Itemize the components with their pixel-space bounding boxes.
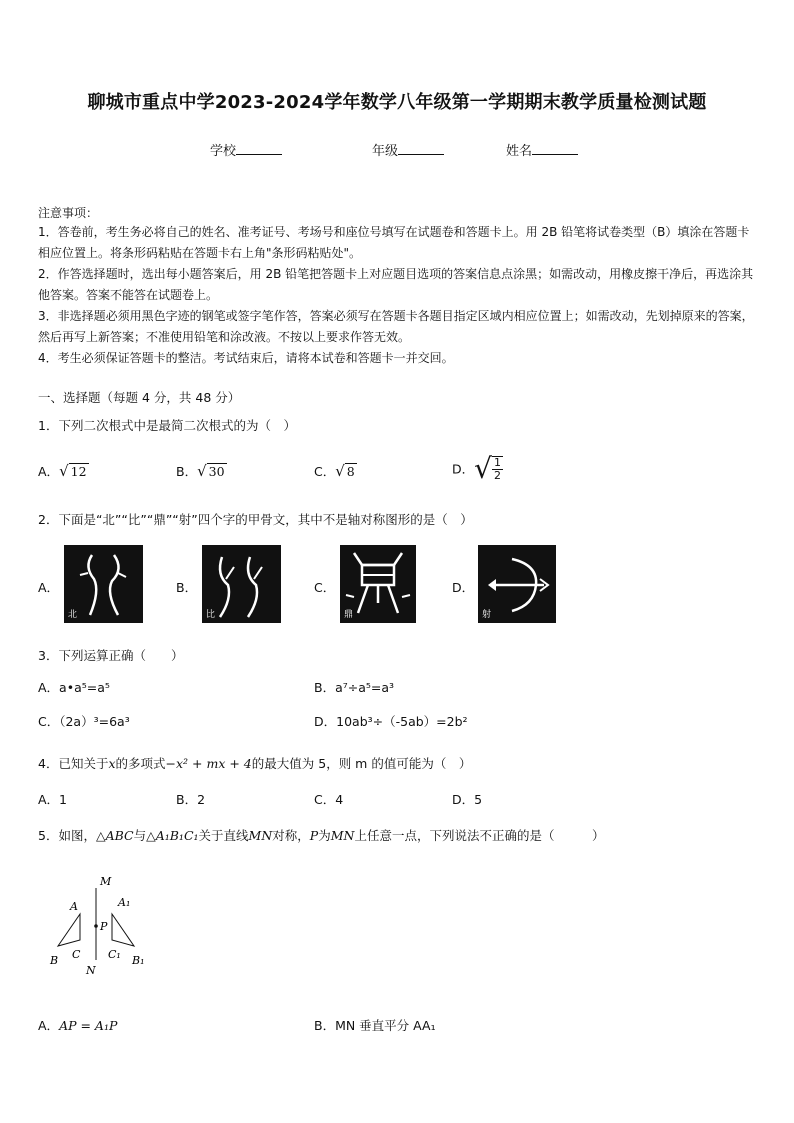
triangle-a1b1c1 xyxy=(112,914,134,946)
label-b: B xyxy=(50,954,59,967)
q5-a-label: A． xyxy=(38,1018,60,1033)
q1-stem: 1．下列二次根式中是最简二次根式的为（ ） xyxy=(38,418,296,433)
name-blank xyxy=(532,142,578,155)
q1-option-a: A．√ 12 xyxy=(38,462,87,480)
grade-blank xyxy=(398,142,444,155)
notice-item-4: 4．考生必须保证答题卡的整洁。考试结束后，请将本试卷和答题卡一并交回。 xyxy=(38,351,454,365)
q5-b-label: B． xyxy=(314,1018,336,1033)
q3-stem: 3．下列运算正确（ ） xyxy=(38,648,184,663)
notice-heading: 注意事项： xyxy=(38,206,99,220)
q1-b-label: B． xyxy=(176,464,198,479)
q5-stem-and: 与△ xyxy=(133,828,156,843)
label-a: A xyxy=(70,900,78,913)
notice-item-1: 1．答卷前，考生务必将自己的姓名、准考证号、考场号和座位号填写在试题卷和答题卡上。用 2B 铅笔将试卷类型（B）填涂在答题卡相应位置上。将条形码粘贴在答题卡右上角"条形码粘贴处"。 xyxy=(38,225,750,260)
oracle-ding-image xyxy=(340,545,416,623)
q5-a-expr: AP = A₁P xyxy=(59,1018,118,1033)
q1-c-radicand: 8 xyxy=(346,464,355,479)
q4-option-d: D．5 xyxy=(452,792,483,807)
label-c1: C₁ xyxy=(108,948,121,961)
oracle-she-image xyxy=(478,545,556,623)
grade-field xyxy=(372,140,444,159)
q1-option-d: D．√ $\frac{1}{2}$ xyxy=(452,452,501,485)
q5-line: MN xyxy=(248,828,273,843)
q5-stem-mid2: 对称， xyxy=(272,828,310,843)
q4-stem-var: x xyxy=(108,756,116,771)
q4-option-b: B．2 xyxy=(176,792,206,807)
q3-option-b: B．a⁷÷a⁵=a³ xyxy=(314,680,395,695)
oracle-bi-image xyxy=(202,545,281,623)
label-b1: B₁ xyxy=(132,954,145,967)
point-p xyxy=(94,924,98,928)
q1-a-label: A． xyxy=(38,464,60,479)
school-label: 学校 xyxy=(210,144,237,159)
q1-b-radicand: 30 xyxy=(208,464,225,479)
q5-stem-pre: 5．如图， xyxy=(38,828,96,843)
q1-option-c: C．√ 8 xyxy=(314,462,355,480)
q3-option-d: D．10ab³÷（-5ab）=2b² xyxy=(314,714,468,729)
oracle-bi-caption: 比 xyxy=(206,610,216,620)
oracle-bei-caption: 北 xyxy=(68,610,78,620)
q5-option-a xyxy=(38,1016,117,1034)
q4-stem-mid: 的多项式 xyxy=(115,756,166,771)
q2-stem: 2．下面是“北”“比”“鼎”“射”四个字的甲骨文，其中不是轴对称图形的是（ ） xyxy=(38,512,473,527)
q2-a-label: A． xyxy=(38,580,60,595)
q3-option-a: A．a•a⁵=a⁵ xyxy=(38,680,110,695)
label-m: M xyxy=(100,875,112,888)
q5-tri2: A₁B₁C₁ xyxy=(155,828,199,843)
label-p: P xyxy=(100,920,108,933)
q5-stem xyxy=(38,826,605,844)
q4-option-c: C．4 xyxy=(314,792,344,807)
q3-option-c: C．（2a）³=6a³ xyxy=(38,714,130,729)
q1-option-b: B．√ 30 xyxy=(176,462,225,480)
q4-stem xyxy=(38,754,471,772)
q1-d-numerator: 1 xyxy=(493,455,501,469)
q1-d-denominator: 2 xyxy=(493,468,501,482)
q2-d-label: D． xyxy=(452,580,475,595)
q4-stem-pre: 4．已知关于 xyxy=(38,756,109,771)
label-n: N xyxy=(86,964,96,977)
q5-figure xyxy=(40,868,170,983)
oracle-ding-caption: 鼎 xyxy=(344,610,354,620)
school-blank xyxy=(236,142,282,155)
q5-option-b xyxy=(314,1016,436,1034)
page-title: 聊城市重点中学2023-2024学年数学八年级第一学期期末教学质量检测试题 xyxy=(87,92,707,113)
q1-d-fraction xyxy=(492,456,503,482)
q4-stem-post: 的最大值为 5，则 m 的值可能为（ ） xyxy=(251,756,472,771)
q5-stem-mid3: 为 xyxy=(318,828,331,843)
notice-item-2: 2．作答选择题时，选出每小题答案后，用 2B 铅笔把答题卡上对应题目选项的答案信息点涂黑；如需改动，用橡皮擦干净后，再选涂其他答案。答案不能答在试题卷上。 xyxy=(38,267,754,302)
q1-c-label: C． xyxy=(314,464,336,479)
q1-d-label: D． xyxy=(452,461,475,477)
q4-stem-expr: −x² + mx + 4 xyxy=(165,756,252,771)
q2-c-label: C． xyxy=(314,580,336,595)
triangle-abc xyxy=(58,914,80,946)
q5-line2: MN xyxy=(330,828,355,843)
label-a1: A₁ xyxy=(118,896,131,909)
oracle-bei-image xyxy=(64,545,143,623)
q4-option-a: A．1 xyxy=(38,792,68,807)
q5-stem-post: 上任意一点，下列说法不正确的是（ ） xyxy=(354,828,605,843)
notice-item-3: 3．非选择题必须用黑色字迹的钢笔或签字笔作答，答案必须写在答题卡各题目指定区域内相应位置上；如需改动，先划掉原来的答案，然后再写上新答案；不准使用铅笔和涂改液。不按以上要求作答无效。 xyxy=(38,309,754,344)
school-field xyxy=(210,140,282,159)
q5-b-text: MN 垂直平分 AA₁ xyxy=(335,1018,436,1033)
q1-a-radicand: 12 xyxy=(70,464,87,479)
q5-stem-mid: 关于直线 xyxy=(198,828,249,843)
q5-tri1: △ABC xyxy=(95,828,134,843)
oracle-she-caption: 射 xyxy=(482,610,492,620)
name-field xyxy=(506,140,578,159)
q5-point: P xyxy=(309,828,319,843)
q2-b-label: B． xyxy=(176,580,198,595)
label-c: C xyxy=(72,948,81,961)
section-heading: 一、选择题（每题 4 分，共 48 分） xyxy=(38,390,241,405)
name-label: 姓名 xyxy=(506,144,533,159)
grade-label: 年级 xyxy=(372,144,399,159)
